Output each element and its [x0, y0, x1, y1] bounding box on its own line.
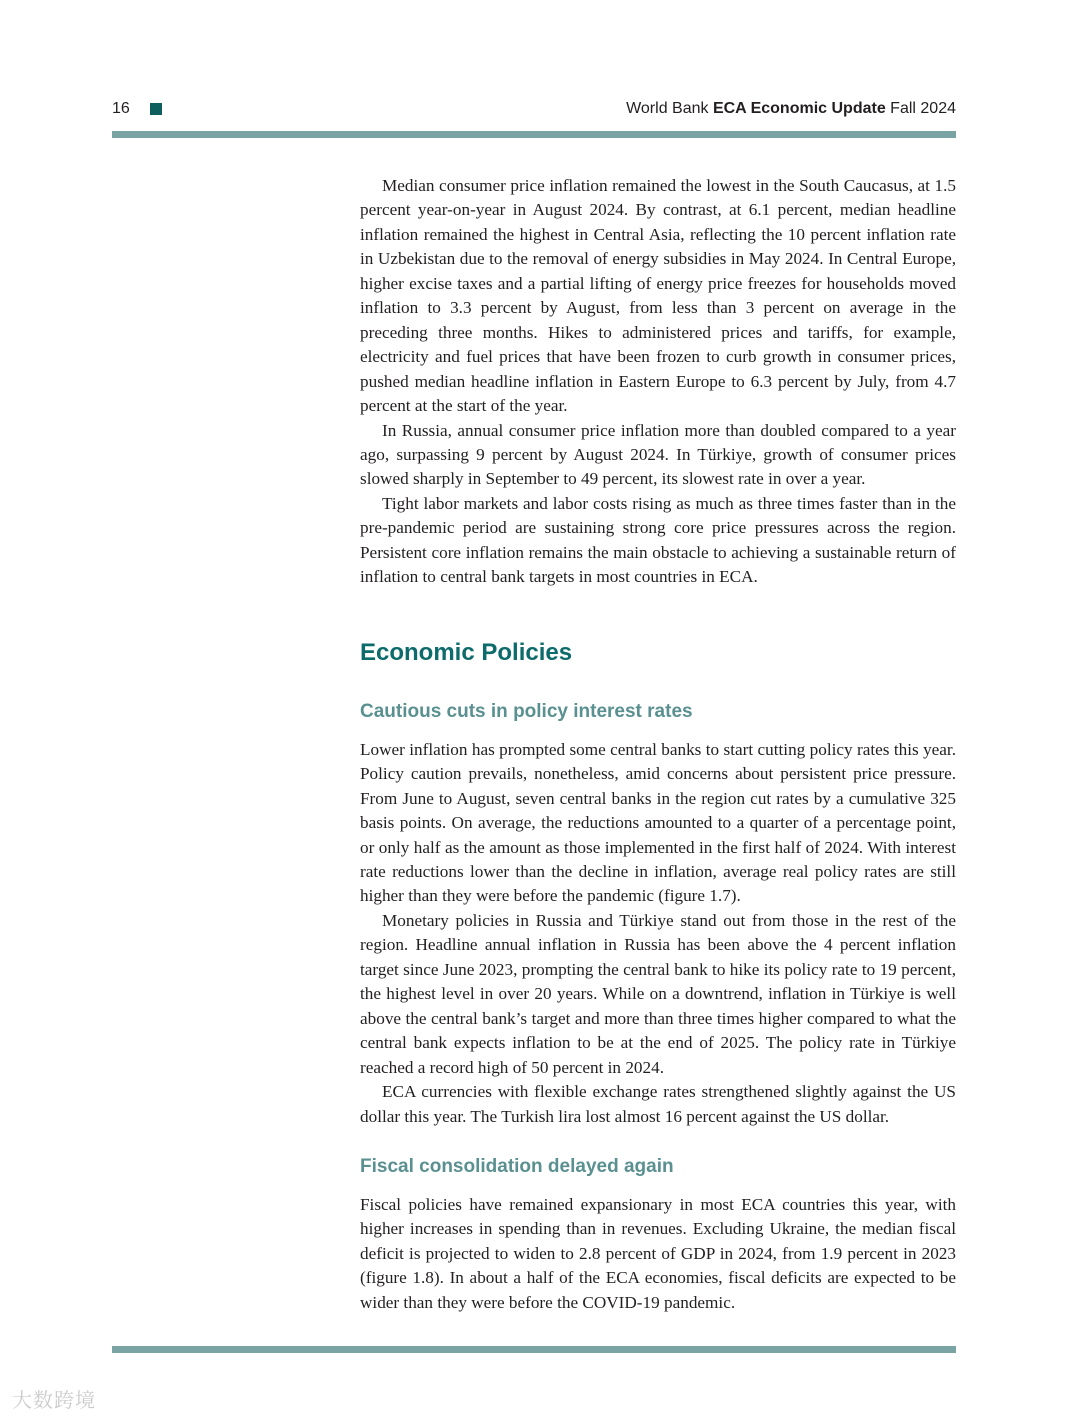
paragraph: Monetary policies in Russia and Türkiye stand out from those in the rest of the region. Headline annual inflation in Russia has been above the 4 percent inflation target since June 2023, prompting the central bank to hike its policy rate to 19 percent, the highest level in over 20 years. While on a downtrend, inflation in Türkiye is well above the central bank’s target and more than three times higher compared to what the central bank expects inflation to be at the end of 2025. The policy rate in Türkiye reached a record high of 50 percent in 2024. [360, 910, 956, 1077]
main-content [360, 174, 956, 1315]
square-marker-icon [150, 103, 162, 115]
page-number: 16 [112, 100, 130, 117]
paragraph: Fiscal policies have remained expansionary in most ECA countries this year, with higher increases in spending than in revenues. Excluding Ukraine, the median fiscal deficit is projected to widen to 2.8 percent of GDP in 2024, from 1.9 percent in 2023 (figure 1.8). In about a half of the ECA economies, fiscal deficits are expected to be wider than they were before the COVID-19 pandemic. [360, 1194, 956, 1312]
paragraph: Median consumer price inflation remained the lowest in the South Caucasus, at 1.5 percent year-on-year in August 2024. By contrast, at 6.1 percent, median headline inflation remained the highest in Central Asia, reflecting the 10 percent inflation rate in Uzbekistan due to the removal of energy subsidies in May 2024. In Central Europe, higher excise taxes and a partial lifting of energy price freezes for households moved inflation to 3.3 percent by August, from less than 3 percent on average in the preceding three months. Hikes to administered prices and tariffs, for example, electricity and fuel prices that have been frozen to curb growth in consumer prices, pushed median headline inflation in Eastern Europe to 6.3 percent by July, from 4.7 percent at the start of the year. [360, 176, 956, 416]
watermark: 大数跨境 [12, 1388, 96, 1412]
subsection-title: Fiscal consolidation delayed again [360, 1155, 674, 1177]
footer-rule [112, 1346, 956, 1353]
header-rule [112, 131, 956, 138]
subsection-title: Cautious cuts in policy interest rates [360, 700, 693, 722]
report-name: ECA Economic Update [712, 100, 886, 117]
page-header [112, 98, 956, 124]
paragraph: Tight labor markets and labor costs rising as much as three times faster than in the pre-pandemic period are sustaining strong core price pressures across the region. Persistent core inflation remains the main obstacle to achieving a sustainable return of inflation to central bank targets in most countries in ECA. [360, 493, 956, 587]
paragraph: ECA currencies with flexible exchange rates strengthened slightly against the US dollar this year. The Turkish lira lost almost 16 percent against the US dollar. [360, 1082, 956, 1126]
section-title: Economic Policies [360, 638, 573, 666]
edition: Fall 2024 [890, 100, 956, 117]
paragraph: In Russia, annual consumer price inflation more than doubled compared to a year ago, surpassing 9 percent by August 2024. In Türkiye, growth of consumer prices slowed sharply in September to 49 percent, its slowest rate in over a year. [360, 420, 956, 489]
publisher: World Bank [626, 100, 709, 117]
running-title [626, 100, 956, 118]
paragraph: Lower inflation has prompted some central banks to start cutting policy rates this year. Policy caution prevails, nonetheless, amid concerns about persistent price pressure. From June to August, seven central banks in the region cut rates by a cumulative 325 basis points. On average, the reductions amounted to a quarter of a percentage point, or only half as the amount as those implemented in the first half of 2024. With interest rate reductions lower than the decline in inflation, average real policy rates are still higher than they were before the pandemic (figure 1.7). [360, 739, 956, 906]
